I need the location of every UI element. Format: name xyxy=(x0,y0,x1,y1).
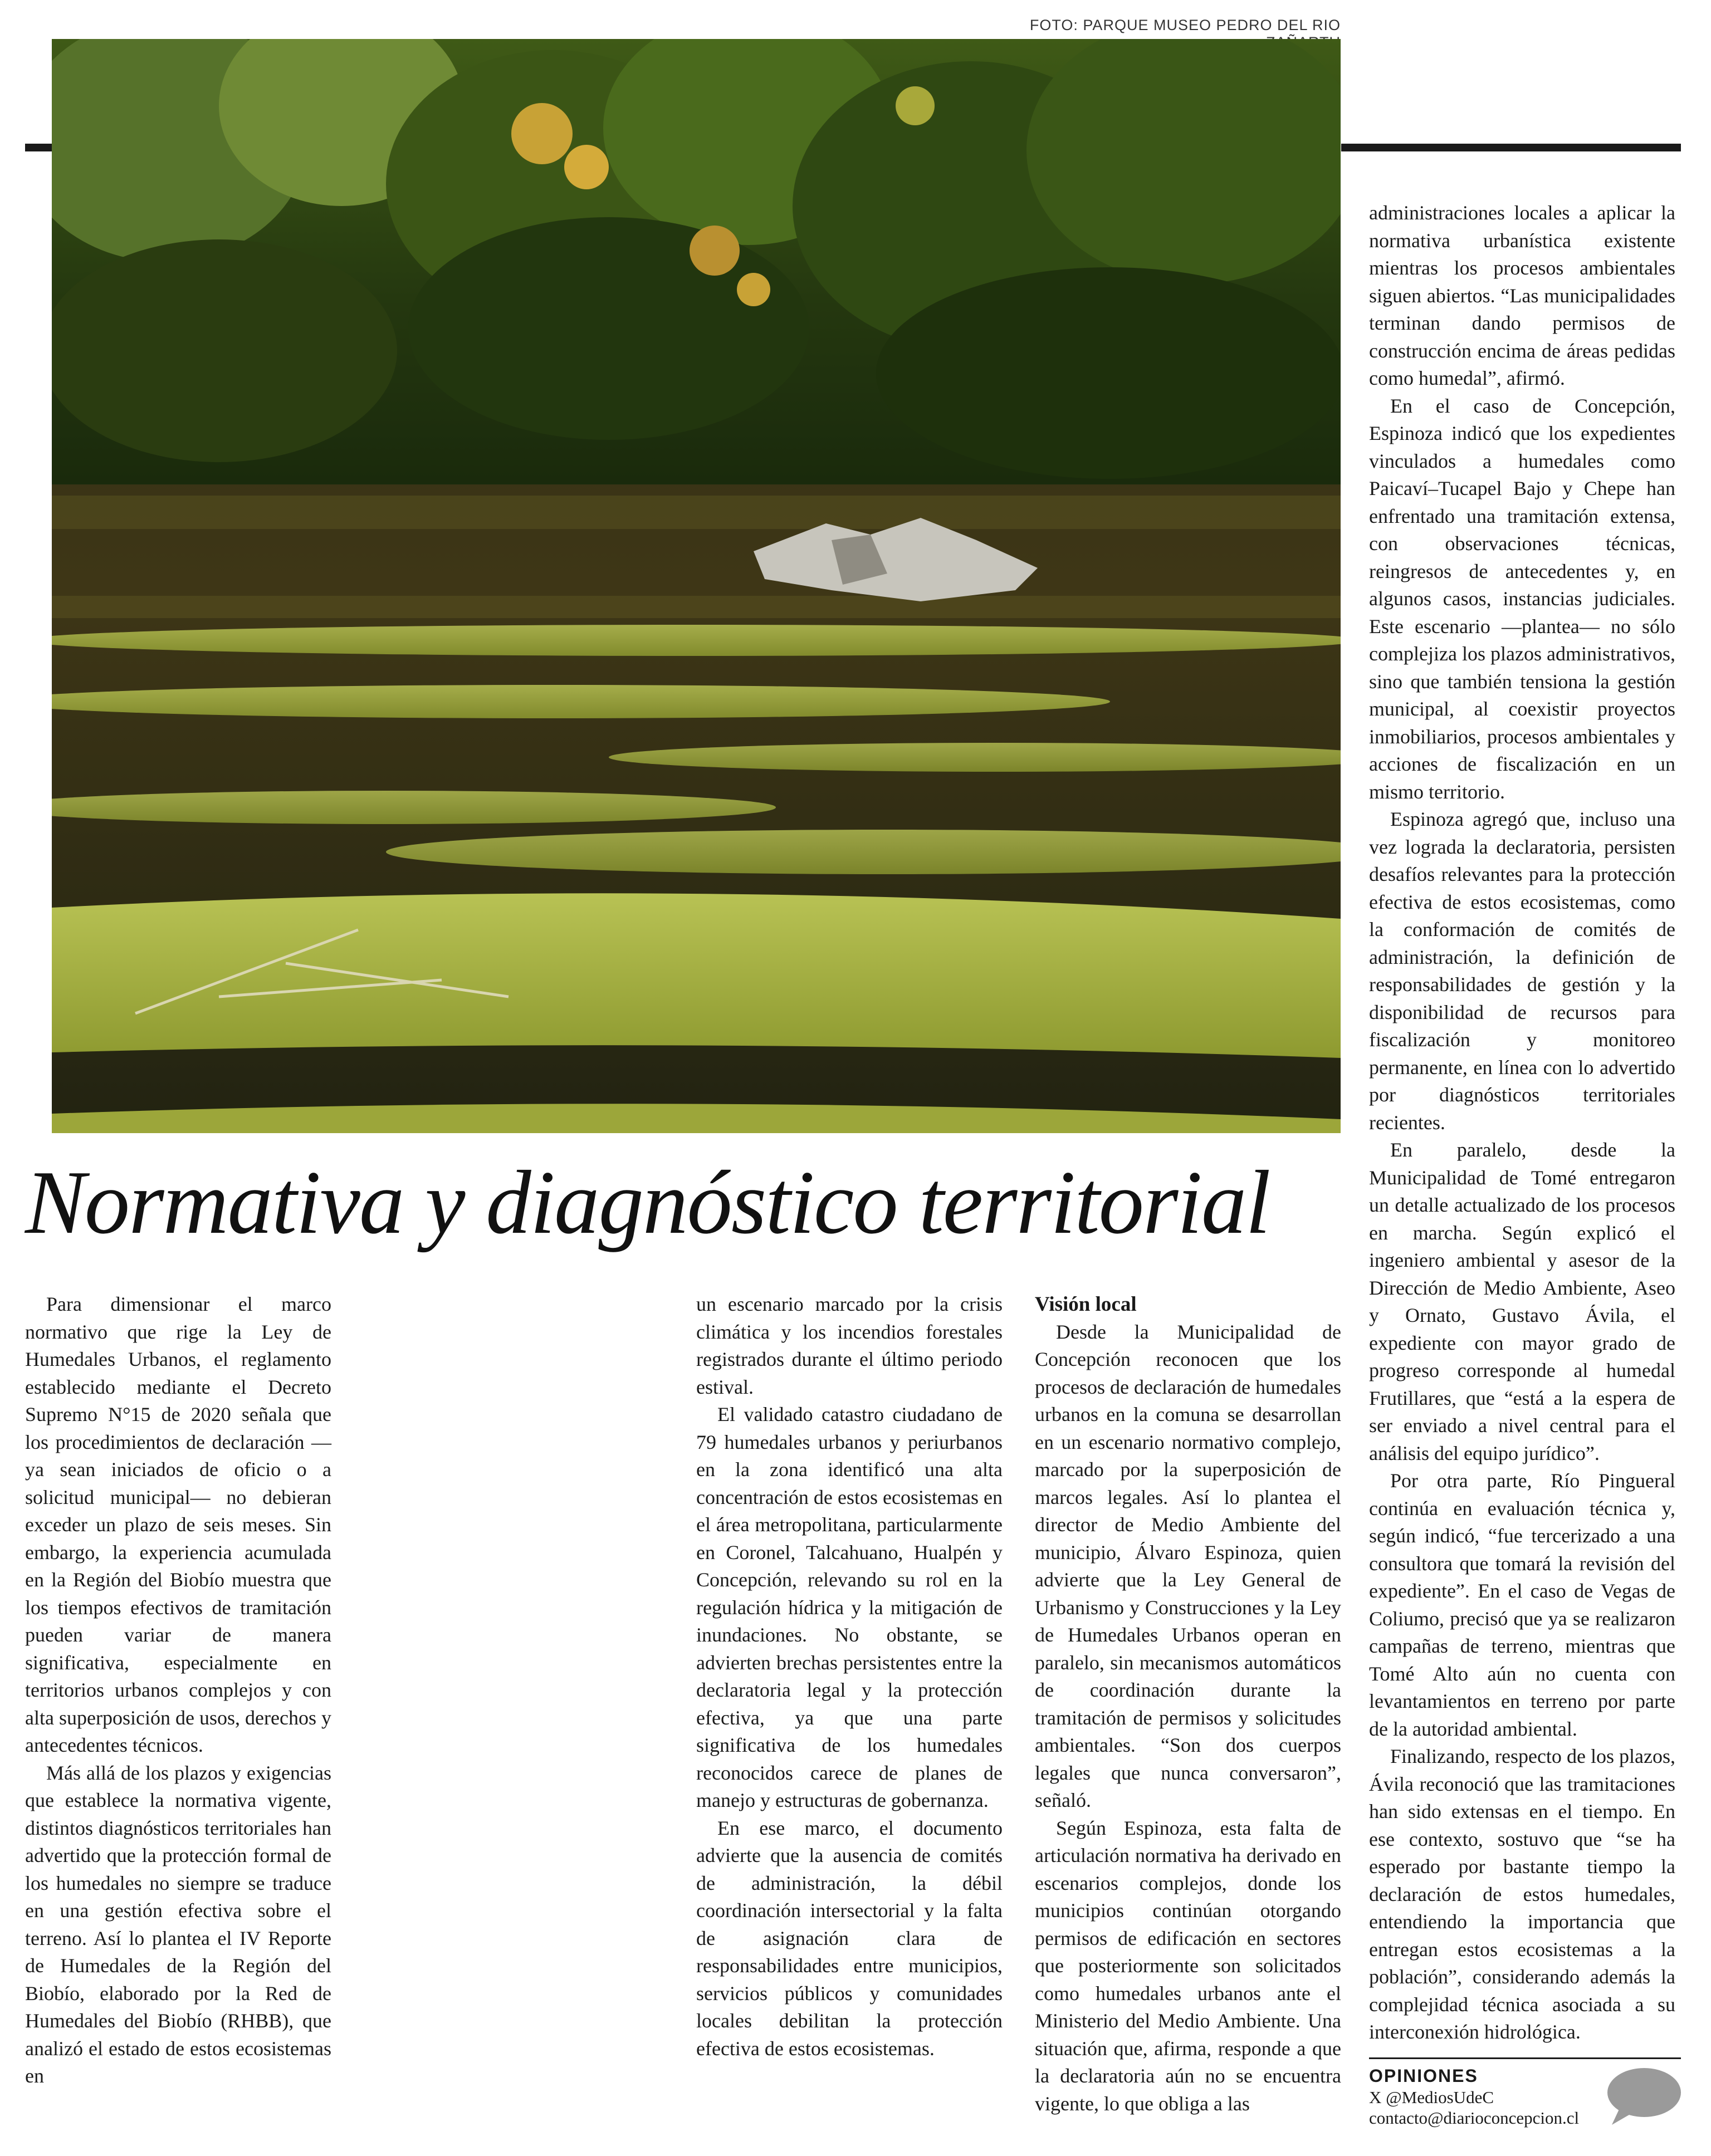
subhead-vision-local: Visión local xyxy=(1035,1293,1137,1316)
opiniones-title: OPINIONES xyxy=(1369,2066,1478,2086)
paragraph: un escenario marcado por la crisis climática y los incendios forestales registrados durante el último periodo estival. xyxy=(696,1293,1003,1398)
paragraph: En el caso de Concepción, Espinoza indicó que los expedientes vinculados a humedales como Paicaví–Tucapel Bajo y Chepe han enfrentado una tramitación extensa, con observaciones técnicas, reingresos de antecedentes y, en algunos casos, instancias judiciales. Este escenario —plantea— no sólo complejiza los plazos administrativos, sino que también tensiona la gestión municipal, al coexistir proyectos inmobiliarios, procesos ambientales y acciones de fiscalización en un mismo territorio. xyxy=(1369,394,1675,803)
paragraph: El validado catastro ciudadano de 79 humedales urbanos y periurbanos en la zona identificó una alta concentración de estos ecosistemas en el área metropolitana, particularmente en Coronel, Talcahuano, Hualpén y Concepción, relevando su rol en la regulación hídrica y la mitigación de inundaciones. No obstante, se advierten brechas persistentes entre la declaratoria legal y la protección efectiva, ya que una parte significativa de los humedales reconocidos carece de planes de manejo y estructuras de gobernanza. xyxy=(696,1403,1003,1811)
contact-email[interactable]: contacto@diarioconcepcion.cl xyxy=(1369,2108,1580,2128)
speech-bubble-icon xyxy=(1604,2065,1682,2129)
wetland-photo xyxy=(52,39,1341,1133)
paragraph: administraciones locales a aplicar la normativa urbanística existente mientras los procesos ambientales siguen abiertos. “Las municipalidades terminan dando permisos de construcción encima de áreas pedidas como humedal”, afirmó. xyxy=(1369,202,1675,389)
paragraph: Desde la Municipalidad de Concepción reconocen que los procesos de declaración de humedales urbanos en la comuna se desarrollan en un escenario normativo complejo, marcado por la superposición de marcos legales. Así lo plantea el director de Medio Ambiente del municipio, Álvaro Espinoza, quien advierte que la Ley General de Urbanismo y Construcciones y la Ley de Humedales Urbanos operan en paralelo, sin mecanismos automáticos de coordinación durante la tramitación de permisos y solicitudes ambientales. “Son dos cuerpos legales que nunca conversaron”, señaló. xyxy=(1035,1320,1341,1811)
social-handle[interactable]: X @MediosUdeC xyxy=(1369,2088,1494,2107)
opiniones-box xyxy=(1369,2065,1603,2128)
paragraph: Para dimensionar el marco normativo que rige la Ley de Humedales Urbanos, el reglamento establecido mediante el Decreto Supremo N°15 de 2020 señala que los procedimientos de declaración —ya sean iniciados de oficio o a solicitud municipal— no debieran exceder un plazo de seis meses. Sin embargo, la experiencia acumulada en la Región del Biobío muestra que los tiempos efectivos de tramitación pueden variar de manera significativa, especialmente en territorios urbanos complejos y con alta superposición de usos, derechos y antecedentes técnicos. xyxy=(25,1293,331,1756)
paragraph: Más allá de los plazos y exigencias que establece la normativa vigente, distintos diagnósticos territoriales han advertido que la protección formal de los humedales no siempre se traduce en una gestión efectiva sobre el terreno. Así lo plantea el IV Reporte de Humedales de la Región del Biobío, elaborado por la Red de Humedales del Biobío (RHBB), que analizó el estado de estos ecosistemas en xyxy=(25,1761,331,2087)
article-headline: Normativa y diagnóstico territorial xyxy=(25,1153,1270,1253)
wetland-photo-illustration xyxy=(52,39,1341,1133)
photo-credit: FOTO: PARQUE MUSEO PEDRO DEL RIO xyxy=(1029,17,1341,33)
article-column-4 xyxy=(1369,199,1675,2046)
article-column-1 xyxy=(25,1291,331,2090)
article-column-3 xyxy=(1035,1291,1341,2118)
paragraph: Según Espinoza, esta falta de articulación normativa ha derivado en escenarios complejos, donde los municipios continúan otorgando permisos de edificación en sectores que posteriormente son solicitados como humedales urbanos ante el Ministerio del Medio Ambiente. Una situación que, afirma, responde a que la declaratoria aún no se encuentra vigente, lo que obliga a las xyxy=(1035,1816,1341,2115)
paragraph: En paralelo, desde la Municipalidad de Tomé entregaron un detalle actualizado de los procesos en marcha. Según explicó el ingeniero ambiental y asesor de la Dirección de Medio Ambiente, Aseo y Ornato, Gustavo Ávila, el expediente con mayor grado de progreso corresponde al humedal Frutillares, que “está a la espera de ser enviado a nivel central para el análisis del equipo jurídico”. xyxy=(1369,1139,1675,1464)
footer-rule xyxy=(1369,2057,1681,2059)
article-column-2 xyxy=(696,1291,1003,2062)
paragraph: Finalizando, respecto de los plazos, Ávila reconoció que las tramitaciones han sido extensas en el tiempo. En ese contexto, sostuvo que “se ha esperado por bastante tiempo la declaración de estos humedales, entendiendo la importancia que entregan estos ecosistemas a la población”, considerando además la complejidad técnica asociada a su interconexión hidrológica. xyxy=(1369,1745,1675,2043)
top-rule-right xyxy=(1341,144,1681,151)
paragraph: Por otra parte, Río Pingueral continúa en evaluación técnica y, según indicó, “fue tercerizado a una consultora que tomará la revisión del expediente”. En el caso de Vegas de Coliumo, precisó que ya se realizaron campañas de terreno, mientras que Tomé Alto aún no cuenta con levantamientos en terreno por parte de la autoridad ambiental. xyxy=(1369,1469,1675,1740)
paragraph: Espinoza agregó que, incluso una vez lograda la declaratoria, persisten desafíos relevantes para la protección efectiva de estos ecosistemas, como la conformación de comités de administración, la definición de responsabilidades de gestión y la disponibilidad de recursos para fiscalización y monitoreo permanente, en línea con lo advertido por diagnósticos territoriales recientes. xyxy=(1369,808,1675,1134)
paragraph: En ese marco, el documento advierte que la ausencia de comités de administración, la débil coordinación intersectorial y la falta de asignación clara de responsabilidades entre municipios, servicios públicos y comunidades locales debilitan la protección efectiva de estos ecosistemas. xyxy=(696,1816,1003,2060)
